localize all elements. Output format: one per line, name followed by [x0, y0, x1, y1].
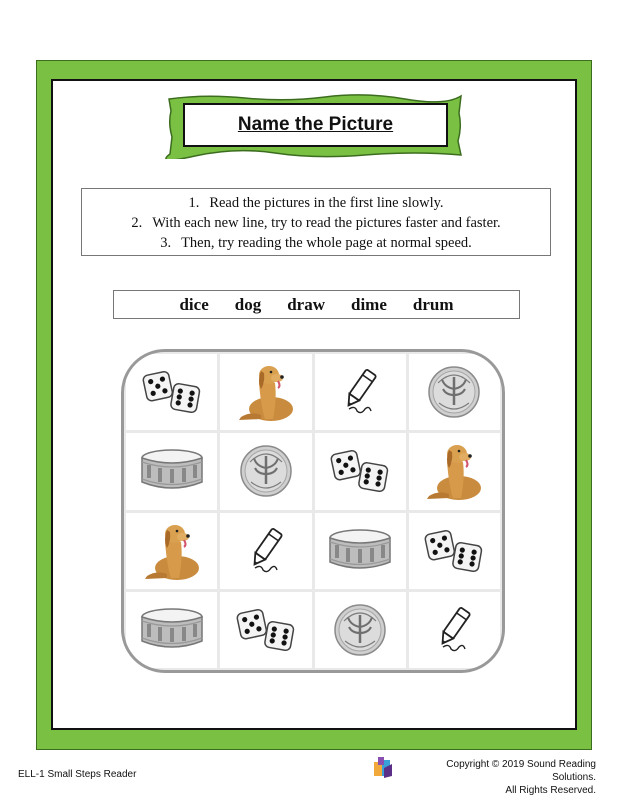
page-border — [36, 60, 592, 750]
instruction-line: 2. With each new line, try to read the pictures faster and faster. — [131, 215, 501, 231]
word-bank-item: dog — [234, 294, 262, 314]
dime-icon — [333, 603, 387, 657]
dice-icon — [233, 603, 299, 657]
picture-grid — [124, 352, 502, 670]
drum-icon — [138, 446, 206, 496]
word-bank — [113, 290, 520, 319]
footer-series-label: ELL-1 Small Steps Reader — [18, 769, 137, 780]
dime-icon — [427, 365, 481, 419]
title-box — [183, 103, 448, 147]
page-title: Name the Picture — [237, 114, 394, 135]
drum-icon — [326, 526, 394, 576]
picture-cell — [126, 433, 217, 509]
picture-cell — [126, 354, 217, 430]
picture-cell — [220, 354, 311, 430]
picture-cell — [409, 592, 500, 668]
picture-cell — [409, 354, 500, 430]
dog-icon — [419, 438, 489, 504]
dog-icon — [137, 518, 207, 584]
word-bank-item: draw — [287, 294, 325, 314]
instructions-box — [81, 188, 551, 256]
draw-icon — [429, 605, 479, 655]
dice-icon — [139, 365, 205, 419]
drum-icon — [138, 605, 206, 655]
dime-icon — [239, 444, 293, 498]
picture-cell — [220, 513, 311, 589]
picture-cell — [315, 592, 406, 668]
dice-icon — [327, 444, 393, 498]
picture-cell — [220, 592, 311, 668]
picture-grid-frame — [121, 349, 505, 673]
instruction-line: 3. Then, try reading the whole page at normal speed. — [160, 235, 472, 251]
picture-cell — [220, 433, 311, 509]
draw-icon — [335, 367, 385, 417]
dice-icon — [421, 524, 487, 578]
picture-cell — [126, 592, 217, 668]
worksheet-panel — [51, 79, 577, 730]
picture-cell — [409, 513, 500, 589]
picture-cell — [315, 354, 406, 430]
book-logo-icon — [372, 754, 396, 785]
footer-copyright — [400, 758, 596, 797]
picture-cell — [315, 513, 406, 589]
instruction-line: 1. Read the pictures in the first line slowly. — [188, 195, 444, 211]
word-bank-item: dice — [179, 294, 209, 314]
copyright-line: Copyright © 2019 Sound Reading Solutions. — [446, 759, 596, 783]
draw-icon — [241, 526, 291, 576]
word-bank-item: dime — [351, 294, 387, 314]
picture-cell — [126, 513, 217, 589]
rights-line: All Rights Reserved. — [505, 785, 596, 796]
picture-cell — [409, 433, 500, 509]
title-banner — [165, 93, 465, 159]
dog-icon — [231, 359, 301, 425]
word-bank-item: drum — [412, 294, 454, 314]
picture-cell — [315, 433, 406, 509]
